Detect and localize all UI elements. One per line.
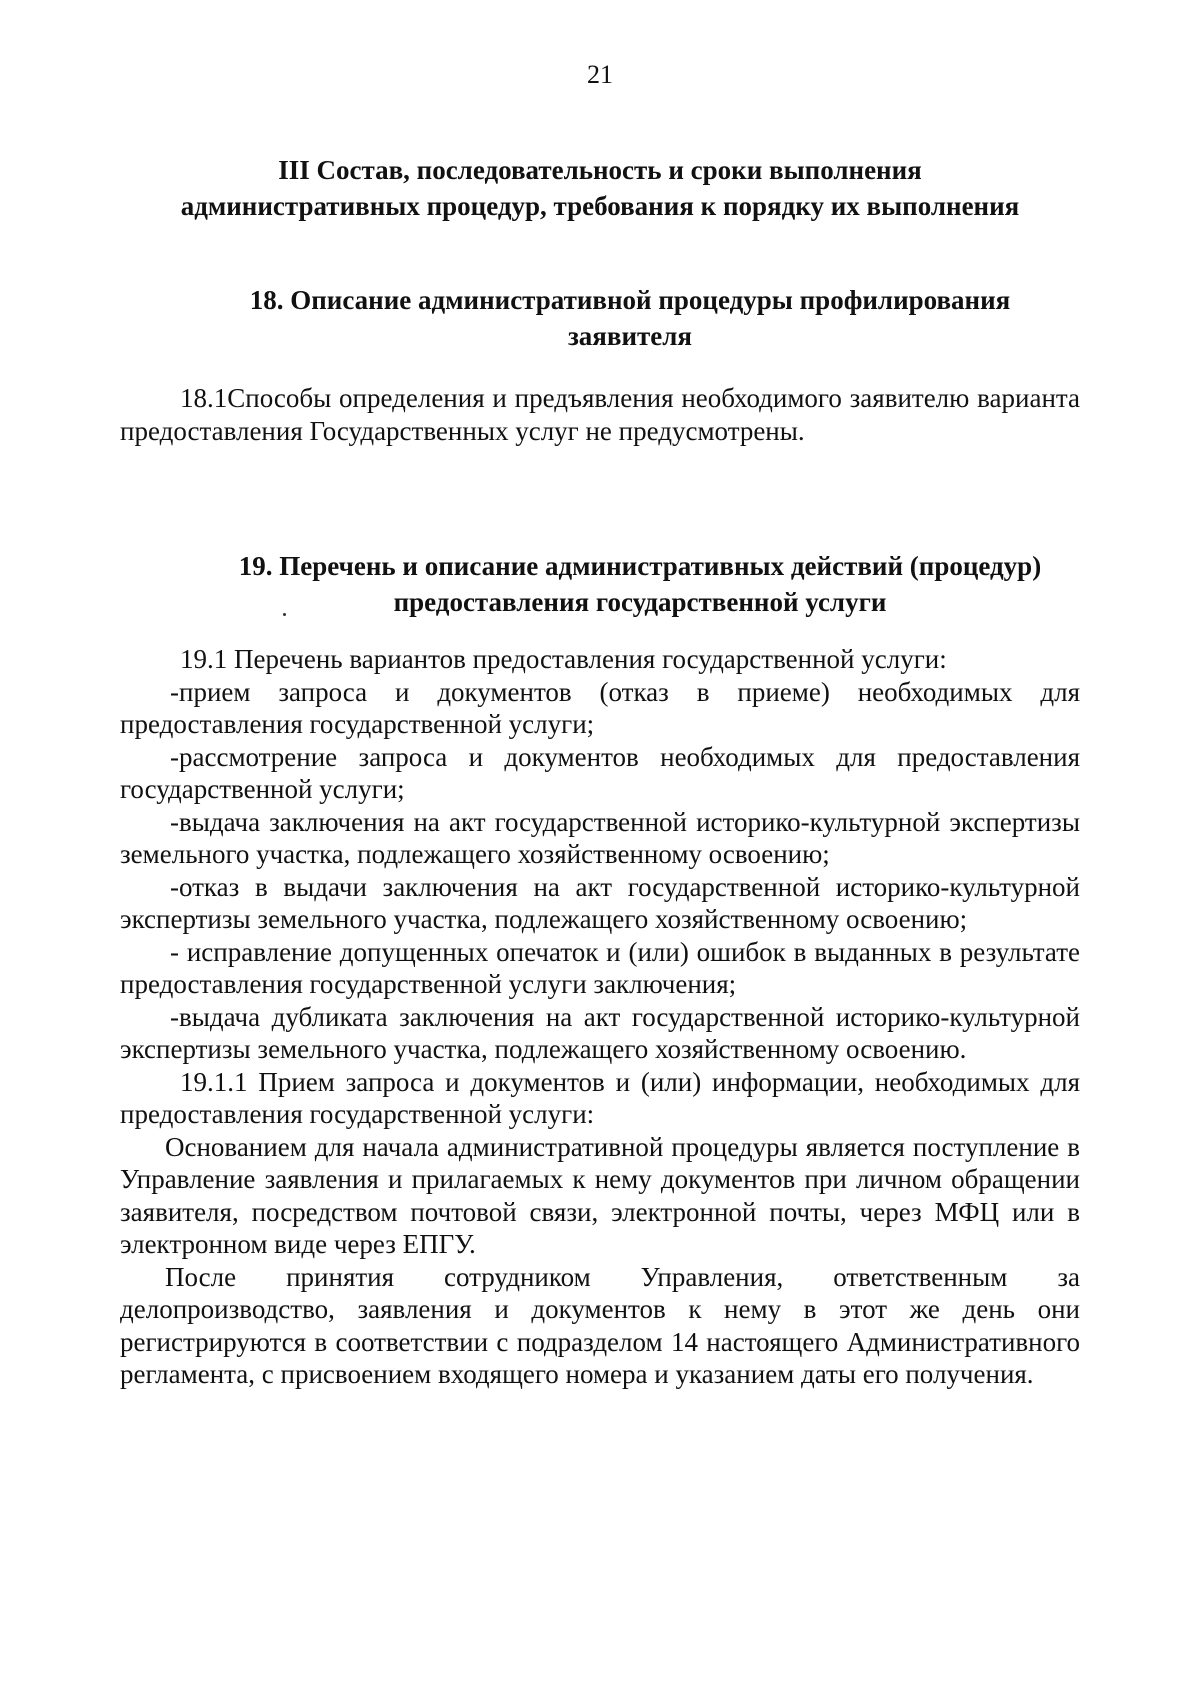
subsection-18-title-line-2: заявителя (567, 321, 693, 351)
subsection-19-title-line-1: 19. Перечень и описание административных действий (процедур) (238, 551, 1042, 581)
list-item: -отказ в выдачи заключения на акт государственной историко-культурной экспертизы земельного участка, подлежащего хозяйственному освоению; (120, 871, 1080, 934)
paragraph-19-1-1: 19.1.1 Прием запроса и документов и (или) информации, необходимых для предоставления государственной услуги: (120, 1066, 1080, 1129)
subsection-18-title (190, 282, 1070, 354)
list-item: -прием запроса и документов (отказ в приеме) необходимых для предоставления государственной услуги; (120, 676, 1080, 739)
subsection-19-title-line-2: предоставления государственной услуги (393, 587, 887, 617)
list-item: -выдача заключения на акт государственной историко-культурной экспертизы земельного участка, подлежащего хозяйственному освоению; (120, 806, 1080, 869)
subsection-19-body (120, 643, 1080, 1391)
page-number: 21 (587, 60, 613, 89)
subsection-18-body (120, 382, 1080, 447)
list-item: -выдача дубликата заключения на акт государственной историко-культурной экспертизы земельного участка, подлежащего хозяйственному освоению. (120, 1001, 1080, 1064)
section-title-line-1: III Состав, последовательность и сроки выполнения (278, 155, 922, 185)
paragraph-after-acceptance: После принятия сотрудником Управления, ответственным за делопроизводство, заявления и документов к нему в этот же день они регистрируются в соответствии с подразделом 14 настоящего Административного регламента, с присвоением входящего номера и указанием даты его получения. (120, 1261, 1080, 1389)
paragraph-18-1: 18.1Способы определения и предъявления необходимого заявителю варианта предоставления Государственных услуг не предусмотрены. (120, 383, 1080, 446)
subsection-19-title (180, 548, 1100, 620)
paragraph-19-1-intro: 19.1 Перечень вариантов предоставления государственной услуги: (180, 644, 947, 674)
paragraph-basis: Основанием для начала административной процедуры является поступление в Управление заявления и прилагаемых к нему документов при личном обращении заявителя, посредством почтовой связи, электронной почты, через МФЦ или в электронном виде через ЕПГУ. (120, 1131, 1080, 1259)
scan-speck (283, 613, 286, 616)
list-item: - исправление допущенных опечаток и (или) ошибок в выданных в результате предоставления государственной услуги заключения; (120, 936, 1080, 999)
subsection-18-title-line-1: 18. Описание административной процедуры профилирования (249, 285, 1011, 315)
section-title (140, 152, 1060, 224)
section-title-line-2: административных процедур, требования к порядку их выполнения (180, 191, 1020, 221)
list-item: -рассмотрение запроса и документов необходимых для предоставления государственной услуги; (120, 741, 1080, 804)
